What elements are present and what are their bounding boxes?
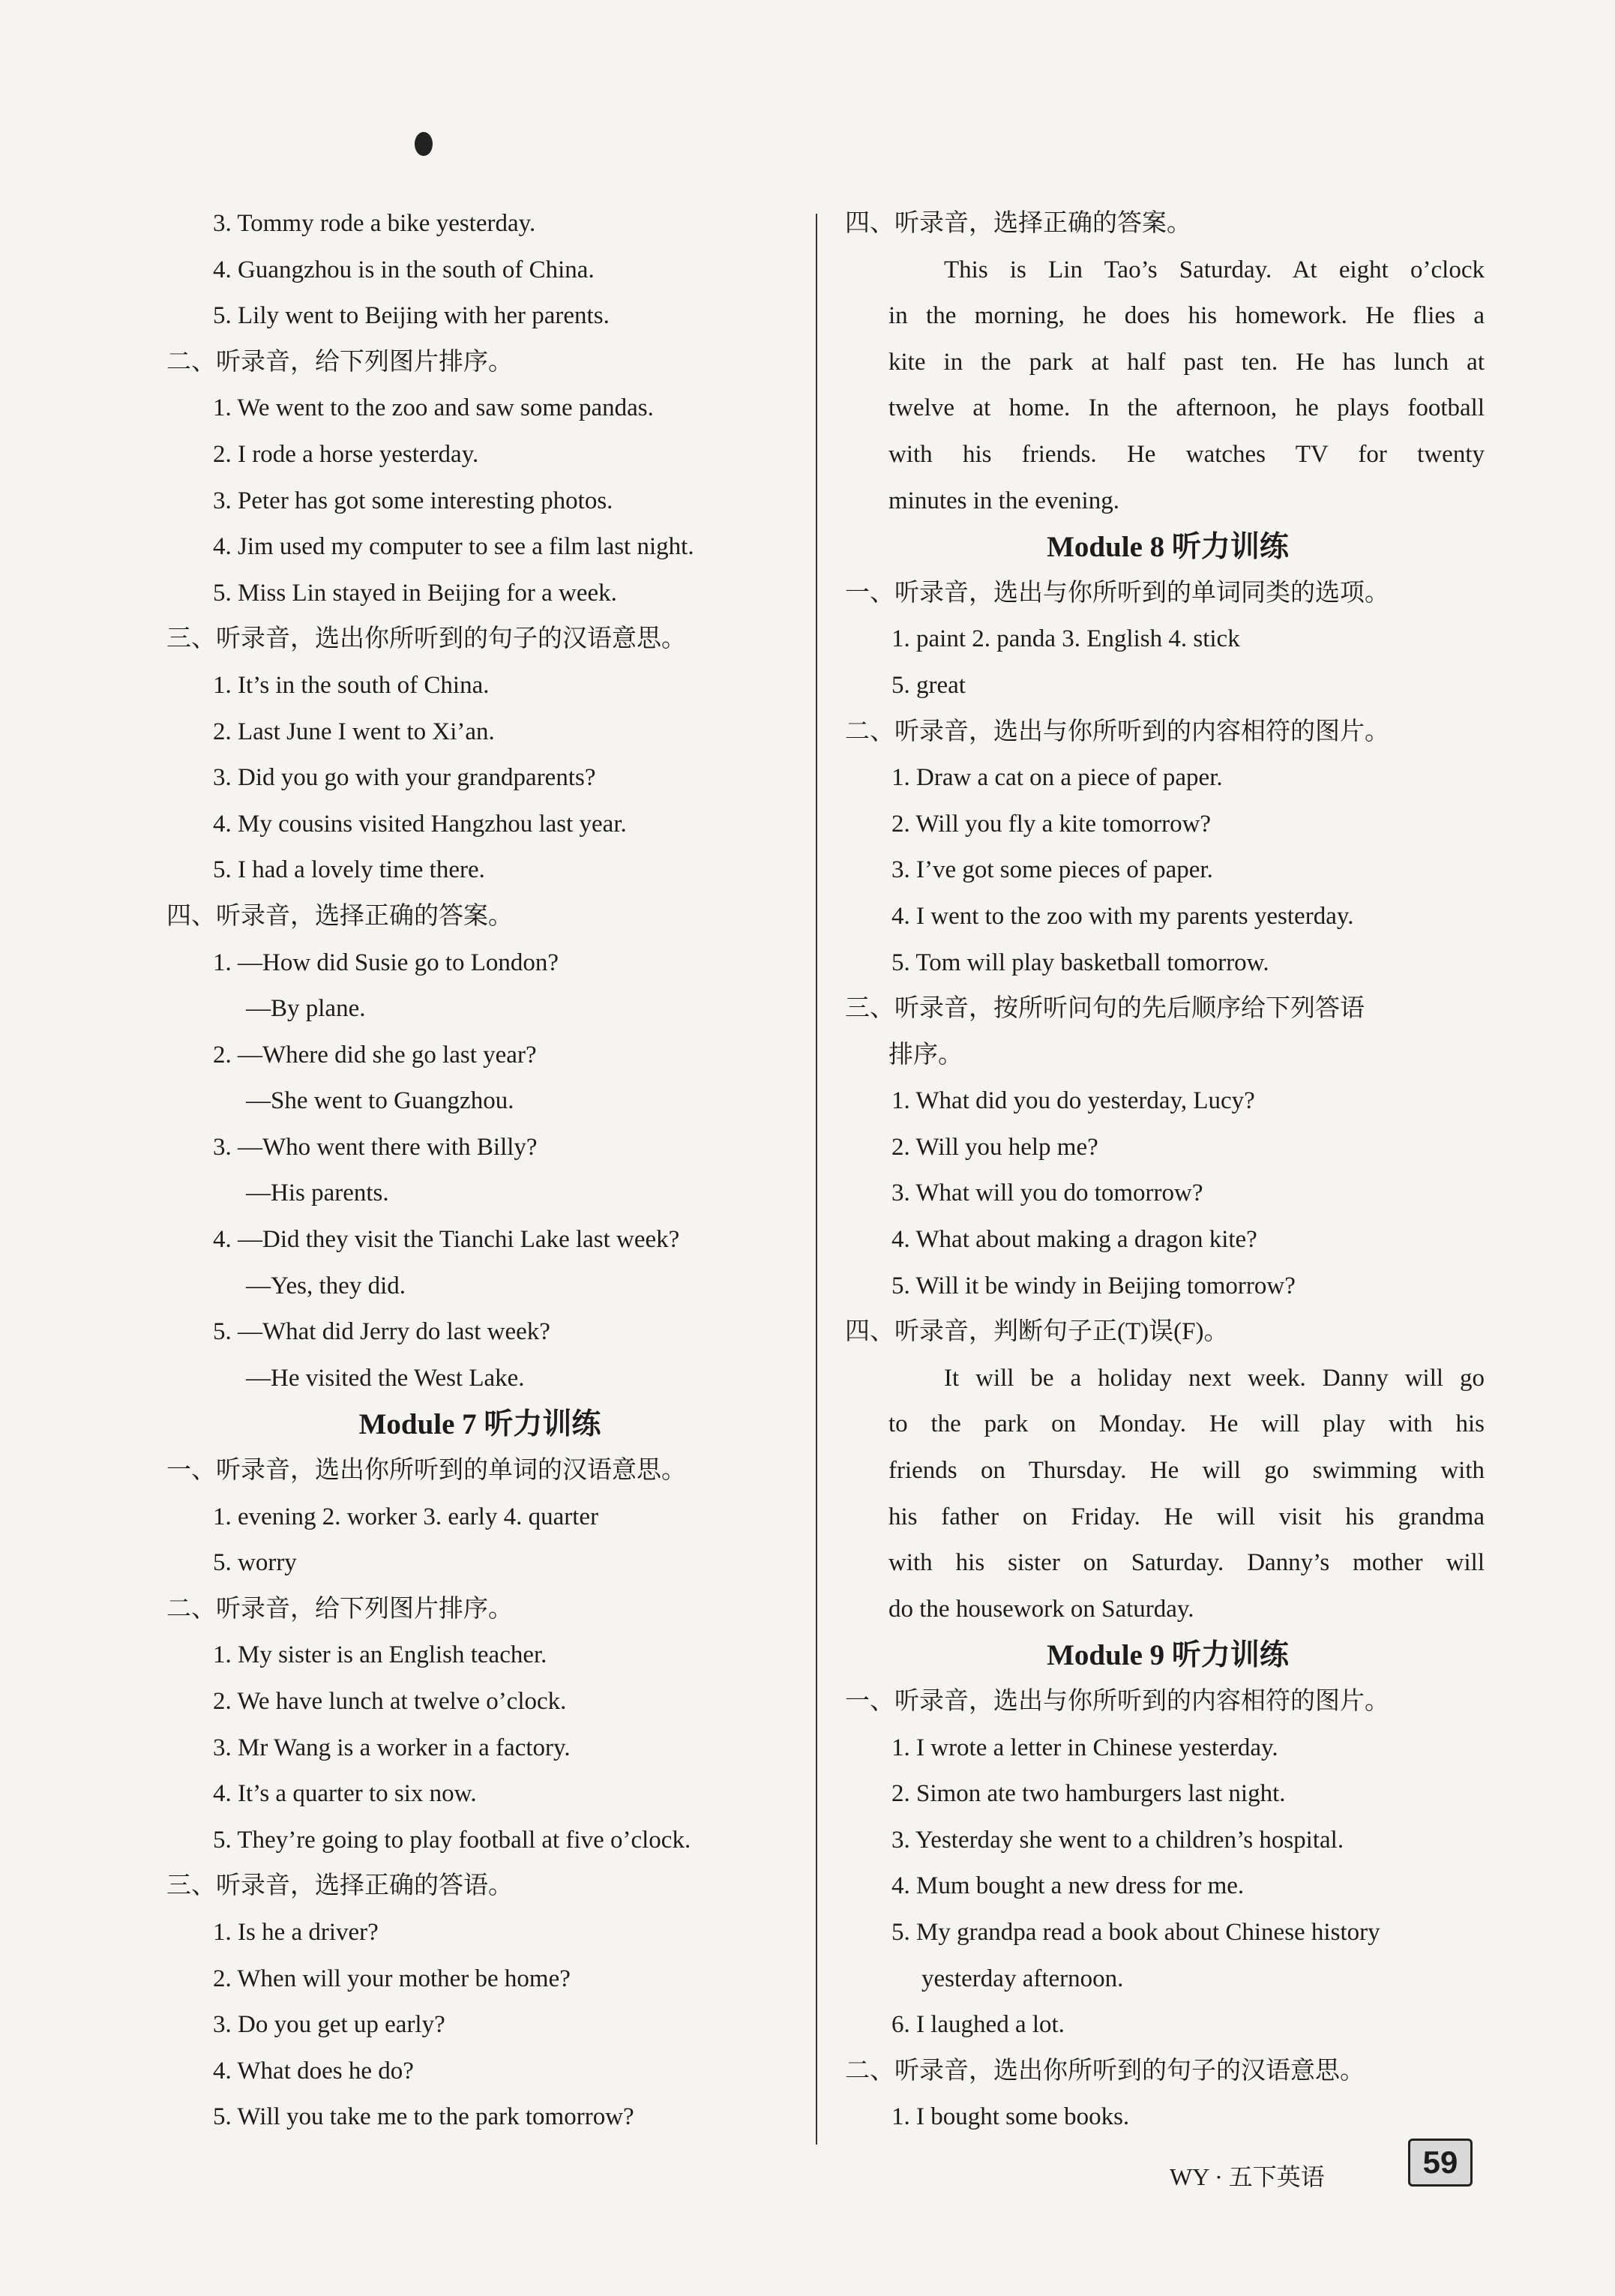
list-item: 2. Last June I went to Xi’an. [213,718,495,745]
list-item: 1. My sister is an English teacher. [213,1641,547,1669]
page-number: 59 [1408,2139,1473,2187]
list-item: 5. My grandpa read a book about Chinese history [891,1918,1380,1946]
answer-line: —She went to Guangzhou. [246,1087,514,1115]
section-heading: 四、听录音，选择正确的答案。 [845,210,1191,237]
list-item: 4. Jim used my computer to see a film last night. [213,533,694,561]
list-item: 6. I laughed a lot. [891,2011,1065,2039]
footer-label: WY · 五下英语 [1170,2163,1325,2190]
answer-line: —Yes, they did. [246,1272,406,1299]
section-heading: 二、听录音，选出你所听到的句子的汉语意思。 [845,2057,1365,2085]
section-heading: 一、听录音，选出与你所听到的单词同类的选项。 [845,579,1389,607]
list-item: 5. Lily went to Beijing with her parents. [213,302,610,330]
list-item: 4. What does he do? [213,2057,414,2085]
paragraph-line: with his friends. He watches TV for twenty [888,440,1485,468]
list-item: 3. Yesterday she went to a children’s hospital. [891,1826,1344,1854]
list-item: 1. Is he a driver? [213,1918,379,1946]
continuation-line: 排序。 [888,1041,963,1069]
list-item: 2. When will your mother be home? [213,1965,571,1992]
list-item: 4. Guangzhou is in the south of China. [213,256,595,283]
list-item: 1. paint 2. panda 3. English 4. stick [891,625,1240,653]
section-heading: 三、听录音，选择正确的答语。 [166,1872,513,1900]
paragraph-line: in the morning, he does his homework. He flies a [888,302,1485,330]
list-item: 1. evening 2. worker 3. early 4. quarter [213,1503,599,1530]
list-item: 5. They’re going to play football at five o’clock. [213,1826,691,1854]
answer-line: —He visited the West Lake. [246,1364,525,1392]
list-item: 3. —Who went there with Billy? [213,1133,538,1161]
list-item: 1. I bought some books. [891,2103,1130,2131]
list-item: 2. Will you help me? [891,1133,1098,1161]
list-item: 4. Mum bought a new dress for me. [891,1872,1245,1900]
list-item: 3. Did you go with your grandparents? [213,764,596,792]
list-item: 2. Will you fly a kite tomorrow? [891,810,1212,838]
section-heading: 三、听录音，选出你所听到的句子的汉语意思。 [166,625,686,653]
list-item: 2. We have lunch at twelve o’clock. [213,1688,567,1715]
section-heading: 一、听录音，选出你所听到的单词的汉语意思。 [166,1457,686,1485]
list-item: 2. Simon ate two hamburgers last night. [891,1780,1286,1808]
list-item: 3. Tommy rode a bike yesterday. [213,210,536,237]
list-item: 5. Will you take me to the park tomorrow? [213,2103,634,2131]
section-heading: 二、听录音，选出与你所听到的内容相符的图片。 [845,718,1389,745]
module-title: Module 7 听力训练 [358,1408,601,1441]
list-item: 4. I went to the zoo with my parents yesterday. [891,902,1354,930]
list-item: 5. —What did Jerry do last week? [213,1318,550,1346]
list-item: 1. We went to the zoo and saw some pandas. [213,394,654,422]
list-item: 5. Will it be windy in Beijing tomorrow? [891,1272,1296,1299]
list-item: 3. Do you get up early? [213,2011,445,2039]
section-heading: 二、听录音，给下列图片排序。 [166,348,513,376]
paragraph-line: friends on Thursday. He will go swimming with [888,1457,1485,1485]
column-divider [816,214,817,2145]
continuation-line: yesterday afternoon. [921,1965,1124,1992]
list-item: 4. My cousins visited Hangzhou last year. [213,810,627,838]
section-heading: 四、听录音，判断句子正(T)误(F)。 [845,1318,1229,1346]
module-title: Module 9 听力训练 [1047,1639,1289,1672]
list-item: 2. —Where did she go last year? [213,1041,537,1069]
list-item: 5. I had a lovely time there. [213,856,485,884]
list-item: 1. —How did Susie go to London? [213,949,559,976]
paragraph-line: minutes in the evening. [888,487,1119,514]
section-heading: 一、听录音，选出与你所听到的内容相符的图片。 [845,1688,1389,1715]
list-item: 1. Draw a cat on a piece of paper. [891,764,1223,792]
section-heading: 二、听录音，给下列图片排序。 [166,1595,513,1623]
paragraph-line: with his sister on Saturday. Danny’s mother will [888,1549,1485,1577]
module-title: Module 8 听力训练 [1047,531,1289,564]
paragraph-line: do the housework on Saturday. [888,1595,1194,1623]
paragraph-line: twelve at home. In the afternoon, he plays football [888,394,1485,422]
list-item: 3. Peter has got some interesting photos. [213,487,613,514]
list-item: 1. It’s in the south of China. [213,671,490,699]
list-item: 4. —Did they visit the Tianchi Lake last week? [213,1226,680,1254]
list-item: 5. Tom will play basketball tomorrow. [891,949,1269,976]
answer-line: —His parents. [246,1179,389,1207]
section-heading: 四、听录音，选择正确的答案。 [166,902,513,930]
right-column [845,201,1485,2141]
list-item: 5. Miss Lin stayed in Beijing for a week. [213,579,617,607]
list-item: 2. I rode a horse yesterday. [213,440,479,468]
list-item: 5. great [891,671,966,699]
paragraph-line: his father on Friday. He will visit his grandma [888,1503,1485,1530]
paragraph-line: This is Lin Tao’s Saturday. At eight o’clock [944,256,1485,283]
paragraph-line: kite in the park at half past ten. He has lunch at [888,348,1485,376]
list-item: 5. worry [213,1549,297,1577]
list-item: 1. What did you do yesterday, Lucy? [891,1087,1255,1115]
paragraph-line: to the park on Monday. He will play with his [888,1410,1485,1438]
list-item: 4. What about making a dragon kite? [891,1226,1257,1254]
answer-line: —By plane. [246,995,366,1023]
ink-blot [415,132,433,156]
list-item: 3. I’ve got some pieces of paper. [891,856,1213,884]
list-item: 4. It’s a quarter to six now. [213,1780,477,1808]
section-heading: 三、听录音，按所听问句的先后顺序给下列答语 [845,995,1365,1023]
list-item: 3. What will you do tomorrow? [891,1179,1203,1207]
left-column [166,201,787,2141]
list-item: 3. Mr Wang is a worker in a factory. [213,1734,571,1761]
list-item: 1. I wrote a letter in Chinese yesterday. [891,1734,1278,1761]
paragraph-line: It will be a holiday next week. Danny will go [944,1364,1485,1392]
